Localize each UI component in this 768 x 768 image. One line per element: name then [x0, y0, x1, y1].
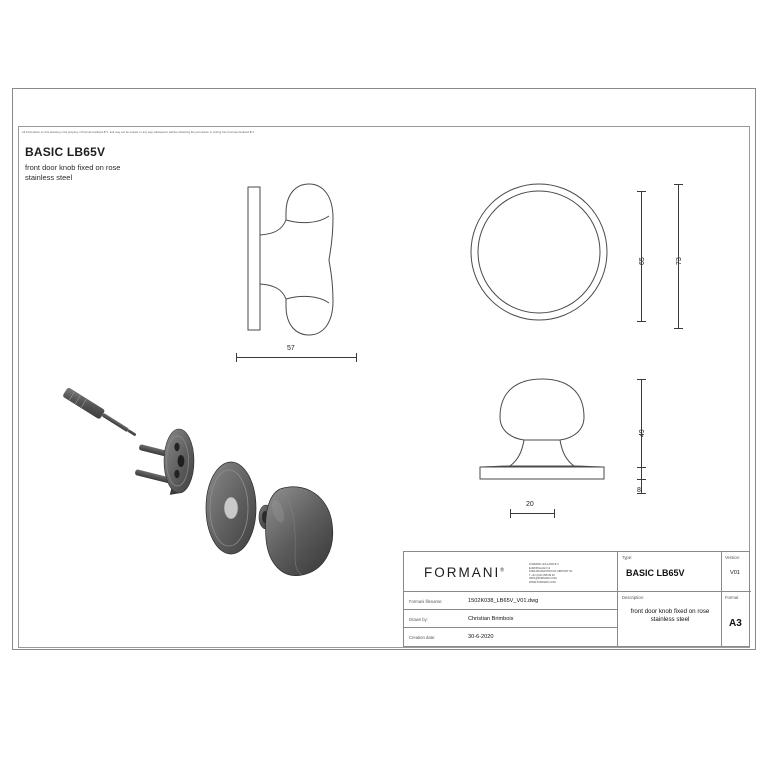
type-cell	[618, 552, 722, 592]
page-subtitle-line1: front door knob fixed on rose	[25, 163, 121, 172]
page-subtitle	[25, 163, 120, 183]
filename-label: Formani filename:	[409, 599, 443, 604]
dim-value-20: 20	[526, 501, 534, 508]
dim-value-8: 8	[637, 487, 641, 494]
type-value: BASIC LB65V	[626, 568, 685, 578]
address-line-5: INFO@FORMANI.COM	[529, 577, 557, 581]
address-line-2: EUROPALAAN 12	[529, 566, 551, 570]
drawnby-value: Christian Brimbois	[468, 616, 514, 622]
creation-value: 30-6-2020	[468, 634, 494, 640]
company-address	[529, 563, 573, 585]
dim-tick-mid-8	[637, 479, 646, 480]
dim-value-65: 65	[639, 257, 646, 265]
creation-label: Creation date:	[409, 635, 436, 640]
dim-tick-bottom-73	[674, 328, 683, 329]
description-value	[618, 608, 722, 624]
description-line-1: front door knob fixed on rose	[630, 608, 710, 615]
drawnby-label: Drawn by:	[409, 617, 428, 622]
view-rose-front	[466, 180, 616, 340]
page-title: BASIC LB65V	[25, 145, 106, 159]
view-knob-front	[470, 372, 615, 497]
dim-tick-bottom-65	[637, 321, 646, 322]
dim-line-side-width	[236, 357, 356, 358]
view-side-elevation	[230, 180, 360, 345]
filename-value: 1502K038_LB65V_V01.dwg	[468, 598, 539, 604]
dim-tick-left-20	[510, 509, 511, 518]
disclaimer-text: All information on this drawing is the property of Formani Holland B.V. and may not be copied, in any way whatsoever without obtaining the permission in writing from Formani Holland B.V.	[22, 131, 255, 134]
dim-line-49	[641, 379, 642, 467]
brand-trademark: ®	[500, 567, 506, 574]
dim-tick-top-65	[637, 191, 646, 192]
title-block-left	[404, 552, 618, 646]
type-label: Type:	[622, 555, 633, 560]
dim-tick-top-49	[637, 379, 646, 380]
creation-row	[404, 628, 618, 646]
format-label: Format	[725, 595, 739, 600]
address-line-3: 6199 AB MAASTRICHT-AIRPORT NL	[529, 570, 573, 574]
dim-value-49: 49	[639, 429, 646, 437]
format-cell	[722, 592, 751, 646]
dim-line-8	[641, 467, 642, 493]
version-value: V01	[730, 570, 740, 576]
title-block	[403, 551, 750, 647]
dim-tick-top-73	[674, 184, 683, 185]
dim-line-65	[641, 191, 642, 321]
brand-row	[404, 552, 618, 592]
filename-row	[404, 592, 618, 610]
dim-line-20	[510, 513, 554, 514]
address-line-1: FORMANI HOLLAND B.V.	[529, 563, 560, 566]
drawnby-row	[404, 610, 618, 628]
address-line-6: WWW.FORMANI.COM	[529, 580, 556, 584]
dim-tick-left-57	[236, 353, 237, 362]
format-value: A3	[729, 618, 742, 629]
description-label: Description:	[622, 595, 645, 600]
version-label: Version:	[725, 555, 741, 560]
dim-value-73: 73	[676, 257, 683, 265]
dim-value-57: 57	[287, 345, 295, 352]
description-line-2: stainless steel	[650, 616, 690, 623]
dim-tick-right-57	[356, 353, 357, 362]
address-line-4: T +31 (0)43 358 99 20	[529, 573, 555, 577]
view-exploded-isometric	[48, 385, 348, 585]
description-cell	[618, 592, 722, 646]
version-cell	[722, 552, 751, 592]
dim-line-73	[678, 184, 679, 328]
brand-name: FORMANI	[424, 565, 501, 580]
page-subtitle-line2: stainless steel	[25, 173, 73, 182]
dim-tick-right-20	[554, 509, 555, 518]
brand-logo	[424, 565, 506, 580]
